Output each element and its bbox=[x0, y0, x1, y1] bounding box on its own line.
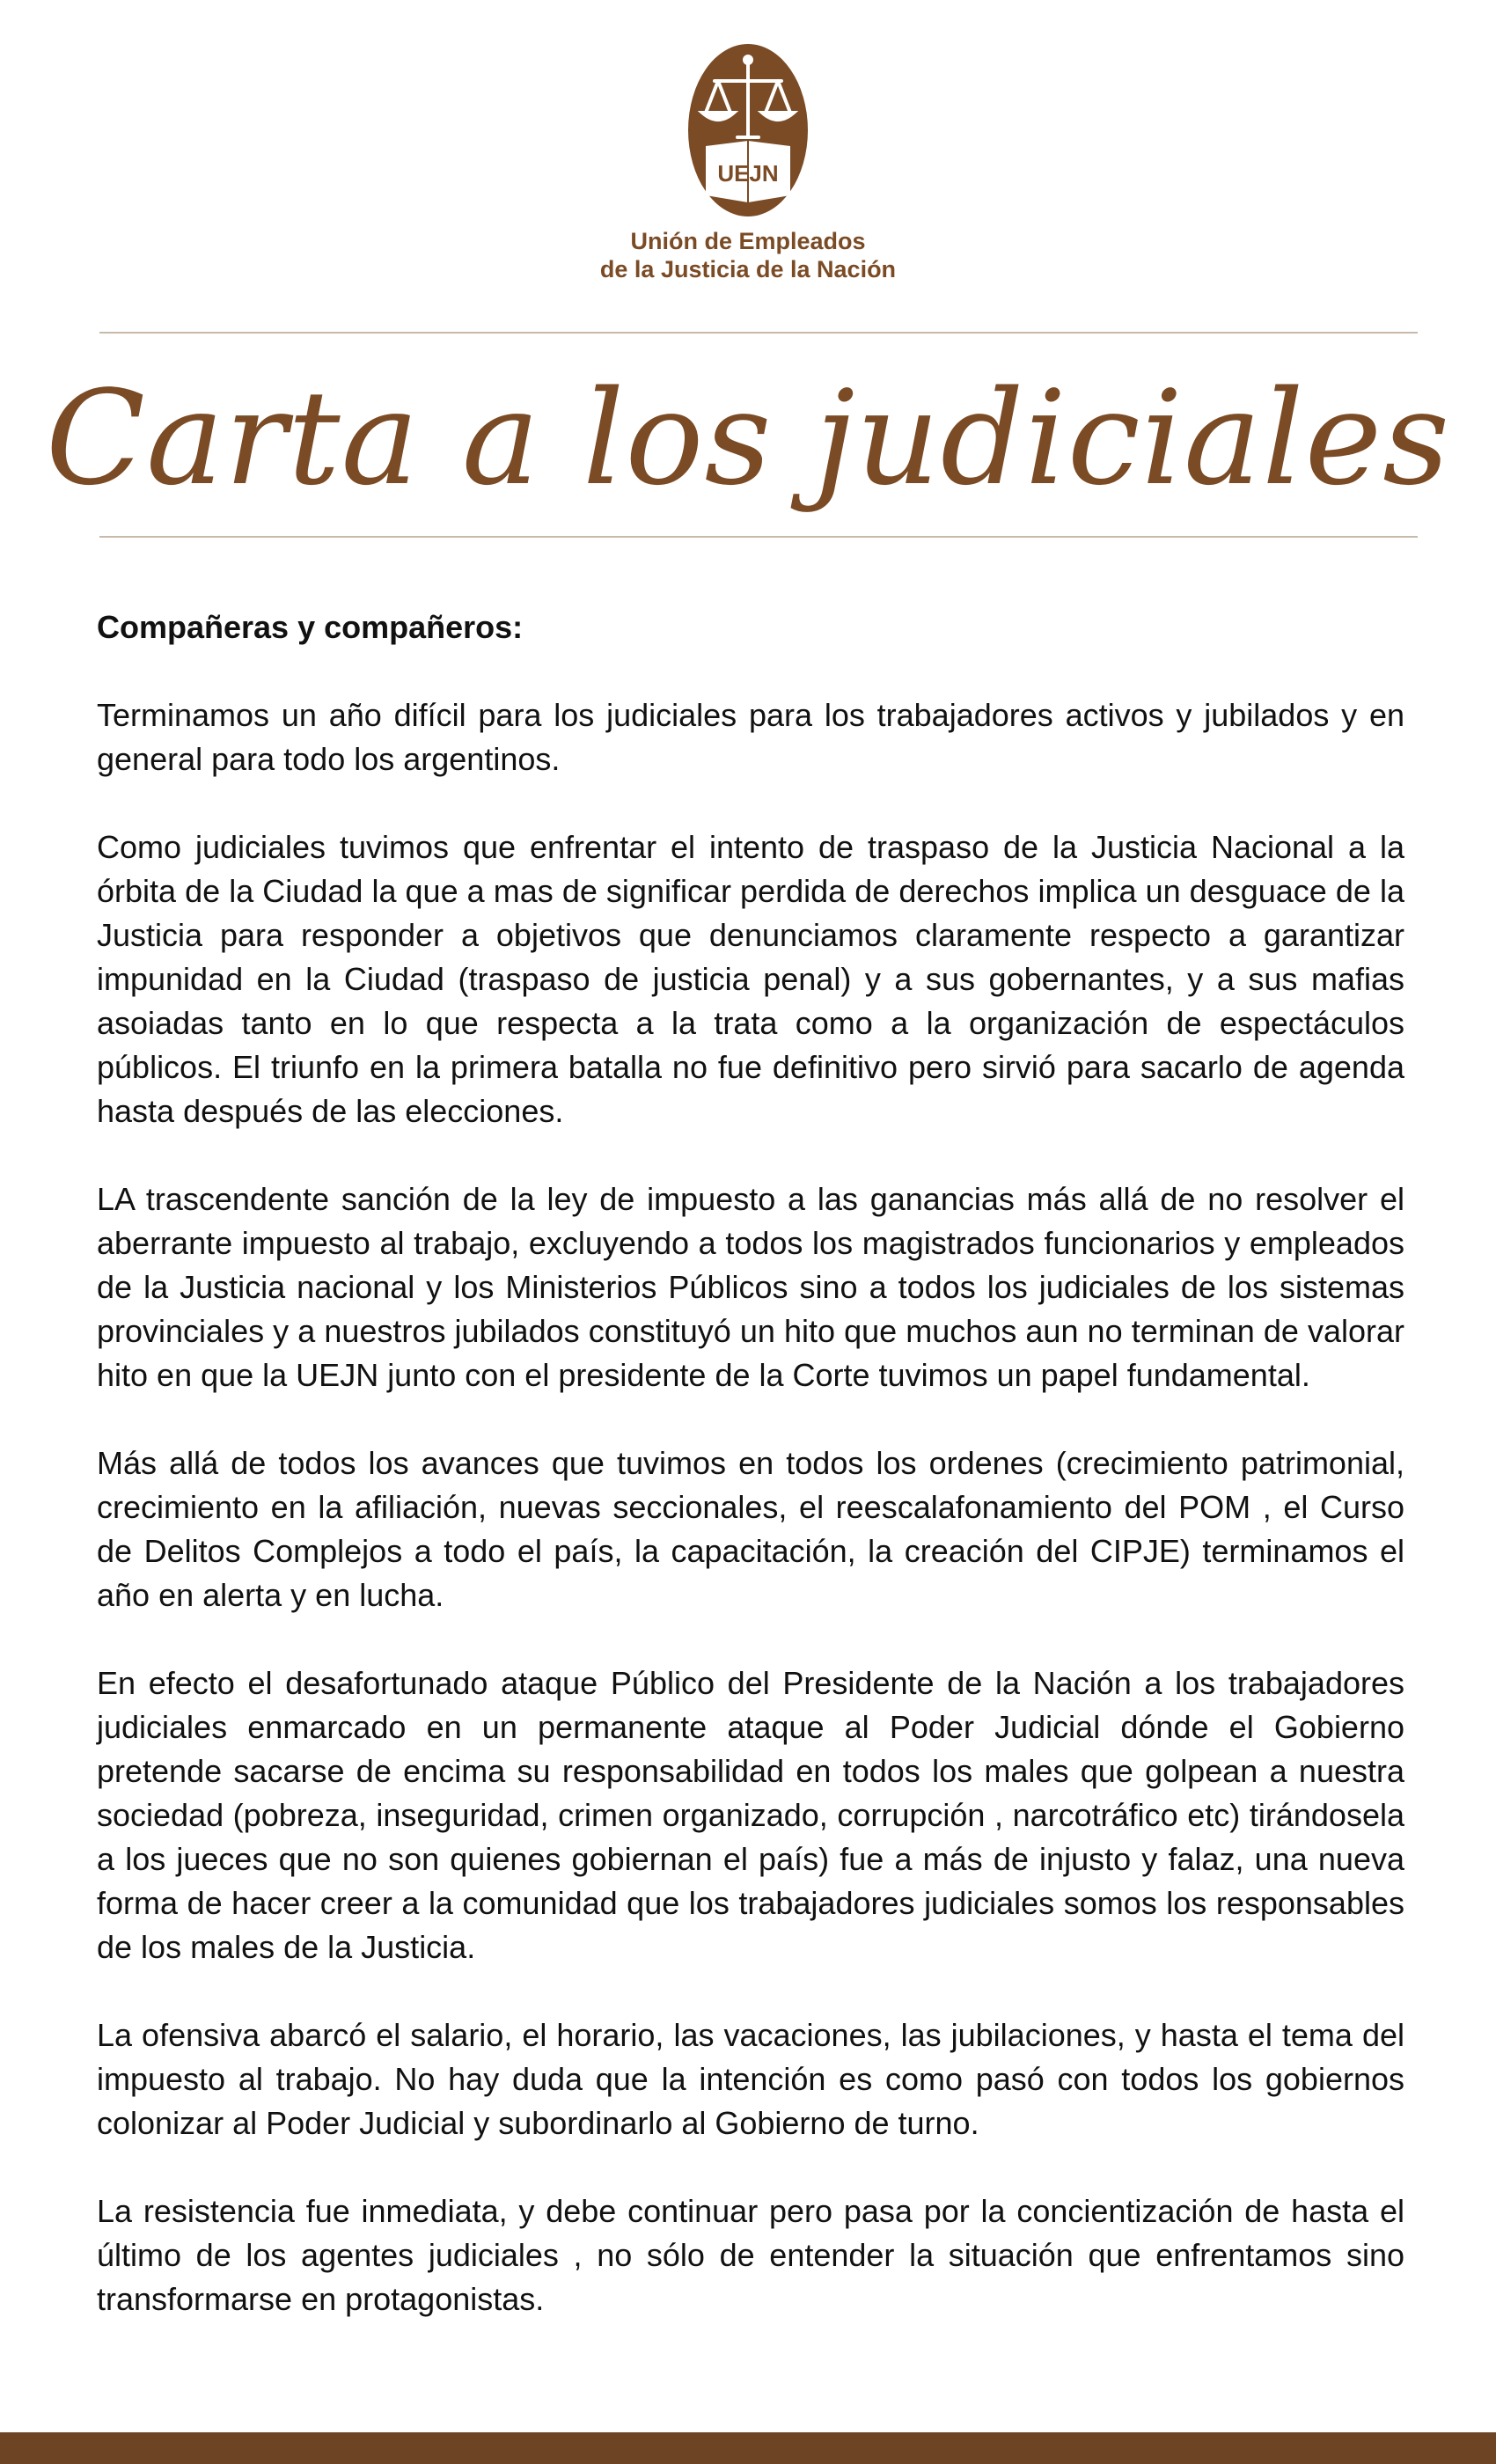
letter-paragraph: Más allá de todos los avances que tuvimos en todos los ordenes (crecimiento patrimonial, crecimiento en la afiliación, nuevas seccionales, el reescalafonamiento del POM , el Curso de Delitos Complejos a todo el país, la capacitación, la creación del CIPJE) terminamos el año en alerta y en lucha. bbox=[97, 1445, 1404, 1613]
letter-paragraph: La resistencia fue inmediata, y debe continuar pero pasa por la concientización de hasta el último de los agentes judiciales , no sólo de entender la situación que enfrentamos sino transformarse en protagonistas. bbox=[97, 2193, 1404, 2317]
letter-paragraph: La ofensiva abarcó el salario, el horario, las vacaciones, las jubilaciones, y hasta el tema del impuesto al trabajo. No hay duda que la intención es como pasó con todos los gobiernos colonizar al Poder Judicial y subordinarlo al Gobierno de turno. bbox=[97, 2017, 1404, 2141]
uejn-logo bbox=[0, 42, 1496, 283]
letter-paragraph: LA trascendente sanción de la ley de impuesto a las ganancias más allá de no resolver el aberrante impuesto al trabajo, excluyendo a todos los magistrados funcionarios y empleados de la Justicia nacional y los Ministerios Públicos sino a todos los judiciales de los sistemas provinciales y a nuestros jubilados constituyó un hito que muchos aun no terminan de valorar hito en que la UEJN junto con el presidente de la Corte tuvimos un papel fundamental. bbox=[97, 1181, 1404, 1393]
title-bottom-rule bbox=[99, 536, 1418, 538]
letter-salutation: Compañeras y compañeros: bbox=[97, 609, 524, 645]
letter-paragraph: Como judiciales tuvimos que enfrentar el intento de traspaso de la Justicia Nacional a la órbita de la Ciudad la que a mas de significar perdida de derechos implica un desguace de la Justicia para responder a objetivos que denunciamos claramente respecto a garantizar impunidad en la Ciudad (traspaso de justicia penal) y a sus gobernantes, y a sus mafias asoiadas tanto en lo que respecta a la trata como a la organización de espectáculos públicos. El triunfo en la primera batalla no fue definitivo pero sirvió para sacarlo de agenda hasta después de las elecciones. bbox=[97, 829, 1404, 1129]
letter-paragraph: Terminamos un año difícil para los judiciales para los trabajadores activos y jubilados y en general para todo los argentinos. bbox=[97, 697, 1404, 777]
letter-paragraph: En efecto el desafortunado ataque Público del Presidente de la Nación a los trabajadores judiciales enmarcado en un permanente ataque al Poder Judicial dónde el Gobierno pretende sacarse de encima su responsabilidad en todos los males que golpean a nuestra sociedad (pobreza, inseguridad, crimen organizado, corrupción , narcotráfico etc) tirándosela a los jueces que no son quienes gobiernan el país) fue a más de injusto y falaz, una nueva forma de hacer creer a la comunidad que los trabajadores judiciales somos los responsables de los males de la Justicia. bbox=[97, 1665, 1404, 1965]
page-title: Carta a los judiciales bbox=[45, 362, 1451, 514]
logo-badge-text: UEJN bbox=[717, 160, 779, 187]
title-top-rule bbox=[99, 332, 1418, 334]
scales-of-justice-emblem-icon bbox=[686, 42, 810, 218]
letter-body bbox=[97, 605, 1404, 2365]
org-name-line2: de la Justicia de la Nación bbox=[599, 256, 897, 282]
org-name-line1: Unión de Empleados bbox=[630, 228, 866, 254]
footer-bar bbox=[0, 2432, 1496, 2464]
